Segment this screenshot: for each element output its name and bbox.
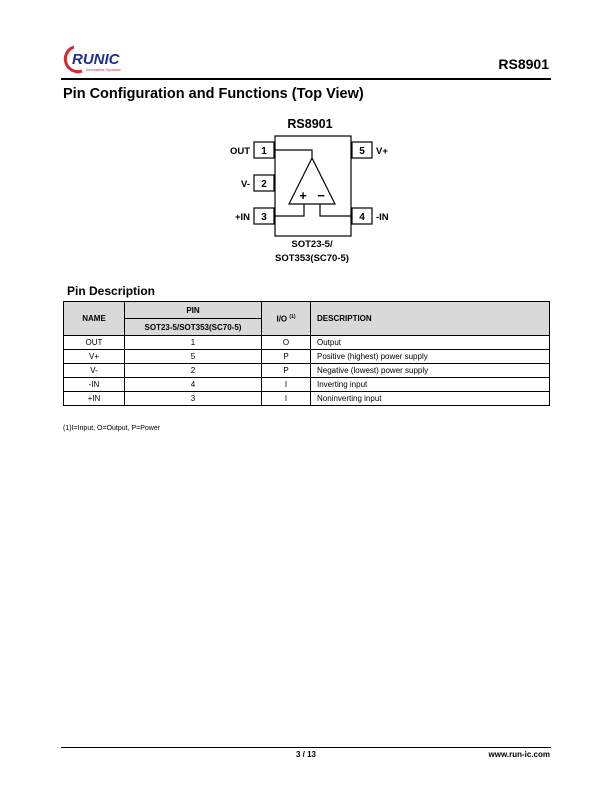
package-line-2: SOT353(SC70-5) (275, 253, 349, 264)
table-row (64, 350, 550, 364)
package-line-1: SOT23-5/ (291, 239, 333, 250)
header-divider (61, 78, 551, 80)
cell-description: Output (311, 336, 550, 350)
pin-number-1: 1 (261, 146, 267, 157)
package-caption (260, 238, 364, 266)
cell-name: OUT (64, 336, 125, 350)
cell-io: I (262, 378, 311, 392)
logo-tagline: Innovative Dynamic (86, 67, 121, 72)
header-pin-package: SOT23-5/SOT353(SC70-5) (125, 319, 262, 336)
cell-description: Inverting input (311, 378, 550, 392)
pin-description-table (63, 301, 550, 406)
cell-name: V- (64, 364, 125, 378)
header-part-number: RS8901 (498, 56, 549, 72)
cell-io: P (262, 350, 311, 364)
pin-number-3: 3 (261, 212, 267, 223)
header-io-note: (1) (289, 313, 296, 320)
cell-name: -IN (64, 378, 125, 392)
header-pin: PIN (125, 302, 262, 319)
device-label: RS8901 (287, 117, 333, 131)
cell-description: Negative (lowest) power supply (311, 364, 550, 378)
pin-name-vminus: V- (241, 179, 250, 190)
cell-io: O (262, 336, 311, 350)
pin-description-title: Pin Description (67, 284, 156, 298)
pin-name-out: OUT (229, 146, 250, 157)
cell-pin: 1 (125, 336, 262, 350)
header-io-label: I/O (276, 314, 288, 324)
pin-number-4: 4 (359, 212, 365, 223)
header-name: NAME (64, 302, 125, 336)
table-row (64, 392, 550, 406)
cell-io: P (262, 364, 311, 378)
footer-url-link[interactable]: www.run-ic.com (488, 750, 550, 759)
opamp-minus-sign: − (317, 188, 325, 203)
pin-name-vplus: V+ (376, 146, 388, 157)
logo-text: RUNIC (72, 51, 120, 68)
table-row (64, 336, 550, 350)
cell-io: I (262, 392, 311, 406)
cell-description: Noninverting input (311, 392, 550, 406)
header-description: DESCRIPTION (311, 302, 550, 336)
pin-name-minus-in: -IN (376, 212, 389, 223)
cell-name: +IN (64, 392, 125, 406)
pin-name-plus-in: +IN (234, 212, 250, 223)
footer-divider (61, 747, 551, 748)
page-number: 3 / 13 (295, 750, 316, 759)
cell-pin: 3 (125, 392, 262, 406)
pin-number-5: 5 (359, 146, 365, 157)
cell-name: V+ (64, 350, 125, 364)
io-footnote: (1)I=Input, O=Output, P=Power (63, 425, 161, 432)
runic-logo (60, 44, 132, 78)
cell-description: Positive (highest) power supply (311, 350, 550, 364)
table-row (64, 378, 550, 392)
cell-pin: 5 (125, 350, 262, 364)
cell-pin: 4 (125, 378, 262, 392)
section-title: Pin Configuration and Functions (Top View) (63, 86, 364, 102)
pin-number-2: 2 (261, 179, 267, 190)
header-io (262, 302, 311, 336)
table-row (64, 364, 550, 378)
opamp-plus-sign: + (299, 188, 307, 203)
cell-pin: 2 (125, 364, 262, 378)
